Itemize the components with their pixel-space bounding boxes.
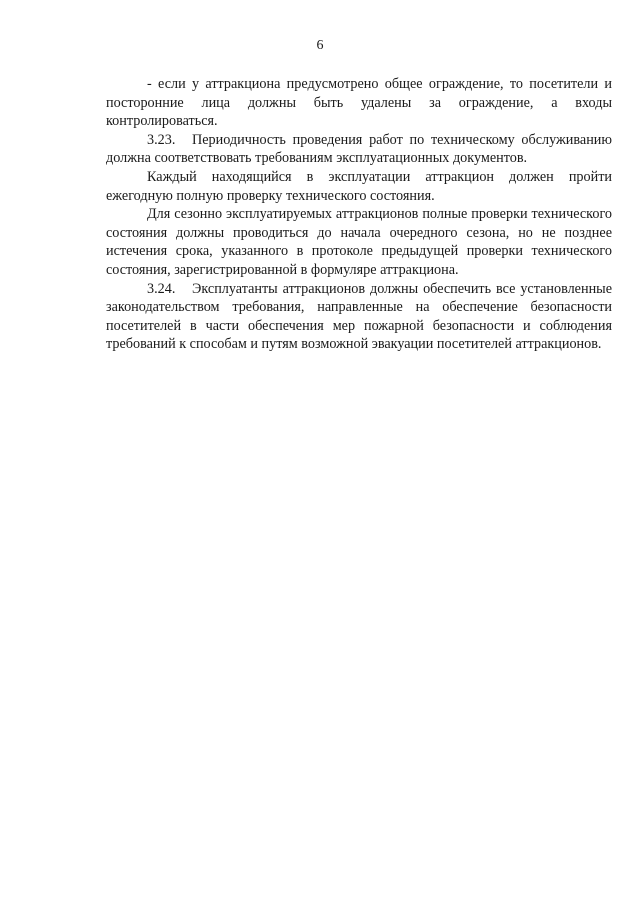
clause-number: 3.24. — [147, 280, 176, 297]
paragraph-text: Эксплуатанты аттракционов должны обеспечить все установленные законодательством требования, направленные на обеспечение безопасности посетителей в части обеспечения мер пожарной безопасности и соблюдения требований к способам и путям возможной эвакуации посетителей аттракционов. — [106, 280, 612, 353]
paragraph-text: Для сезонно эксплуатируемых аттракционов полные проверки технического состояния должны проводиться до начала очередного сезона, но не позднее истечения срока, указанного в протоколе предыдущей проверки технического состояния, зарегистрированной в формуляре аттракциона. — [106, 206, 612, 278]
page-number: 6 — [316, 38, 324, 53]
paragraph-text: Периодичность проведения работ по техническому обслуживанию должна соответствовать требованиям эксплуатационных документов. — [106, 131, 612, 167]
document-body — [106, 75, 612, 354]
paragraph-seasonal-inspection — [106, 205, 612, 279]
paragraph-annual-inspection — [106, 168, 612, 205]
paragraph-text: - если у аттракциона предусмотрено общее ограждение, то посетители и посторонние лица должны быть удалены за ограждение, а входы контролироваться. — [106, 76, 612, 130]
paragraph-visitor-removal — [106, 75, 612, 131]
paragraph-3-24 — [106, 280, 612, 354]
clause-number: 3.23. — [147, 131, 176, 148]
paragraph-text: Каждый находящийся в эксплуатации аттракцион должен пройти ежегодную полную проверку технического состояния. — [106, 168, 612, 204]
paragraph-3-23 — [106, 131, 612, 168]
